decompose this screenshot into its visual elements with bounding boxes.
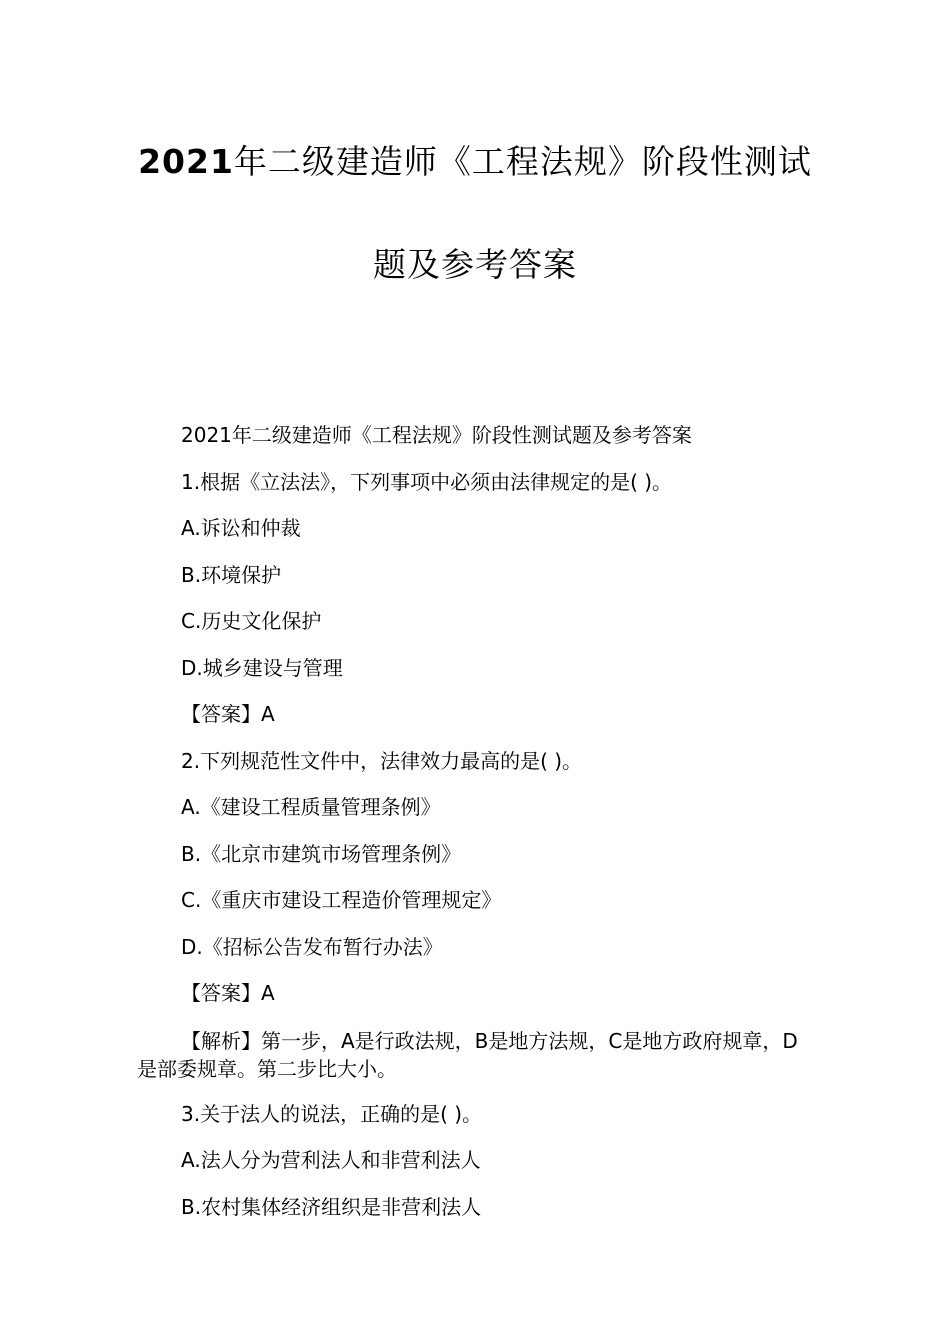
q2-option-d: D.《招标公告发布暂行办法》	[181, 934, 443, 959]
q2-answer: 【答案】A	[181, 981, 275, 1005]
subtitle-paragraph: 2021年二级建造师《工程法规》阶段性测试题及参考答案	[181, 423, 692, 447]
document-body	[137, 422, 817, 1240]
question-1: 1.根据《立法法》，下列事项中必须由法律规定的是( )。	[181, 469, 673, 494]
q2-option-b: B.《北京市建筑市场管理条例》	[181, 841, 462, 866]
q3-option-a: A.法人分为营利法人和非营利法人	[181, 1148, 481, 1172]
q1-option-d: D.城乡建设与管理	[181, 655, 343, 680]
q2-explanation: 【解析】第一步，A是行政法规，B是地方法规，C是地方政府规章，D是部委规章。第二步比大小。	[137, 1028, 798, 1081]
title-year: 2021	[138, 142, 234, 181]
q1-option-a: A.诉讼和仲裁	[181, 516, 301, 540]
document-title-line-1	[0, 142, 950, 182]
document-title-line-2: 题及参考答案	[373, 245, 577, 284]
q1-option-b: B.环境保护	[181, 562, 282, 587]
q1-answer: 【答案】A	[181, 702, 275, 726]
title-line-1-text: 年二级建造师《工程法规》阶段性测试	[233, 142, 812, 181]
question-3: 3.关于法人的说法，正确的是( )。	[181, 1101, 483, 1126]
q2-option-a: A.《建设工程质量管理条例》	[181, 795, 441, 819]
q1-option-c: C.历史文化保护	[181, 609, 322, 633]
q2-option-c: C.《重庆市建设工程造价管理规定》	[181, 888, 502, 912]
q3-option-b: B.农村集体经济组织是非营利法人	[181, 1194, 482, 1219]
question-2: 2.下列规范性文件中，法律效力最高的是( )。	[181, 748, 583, 773]
